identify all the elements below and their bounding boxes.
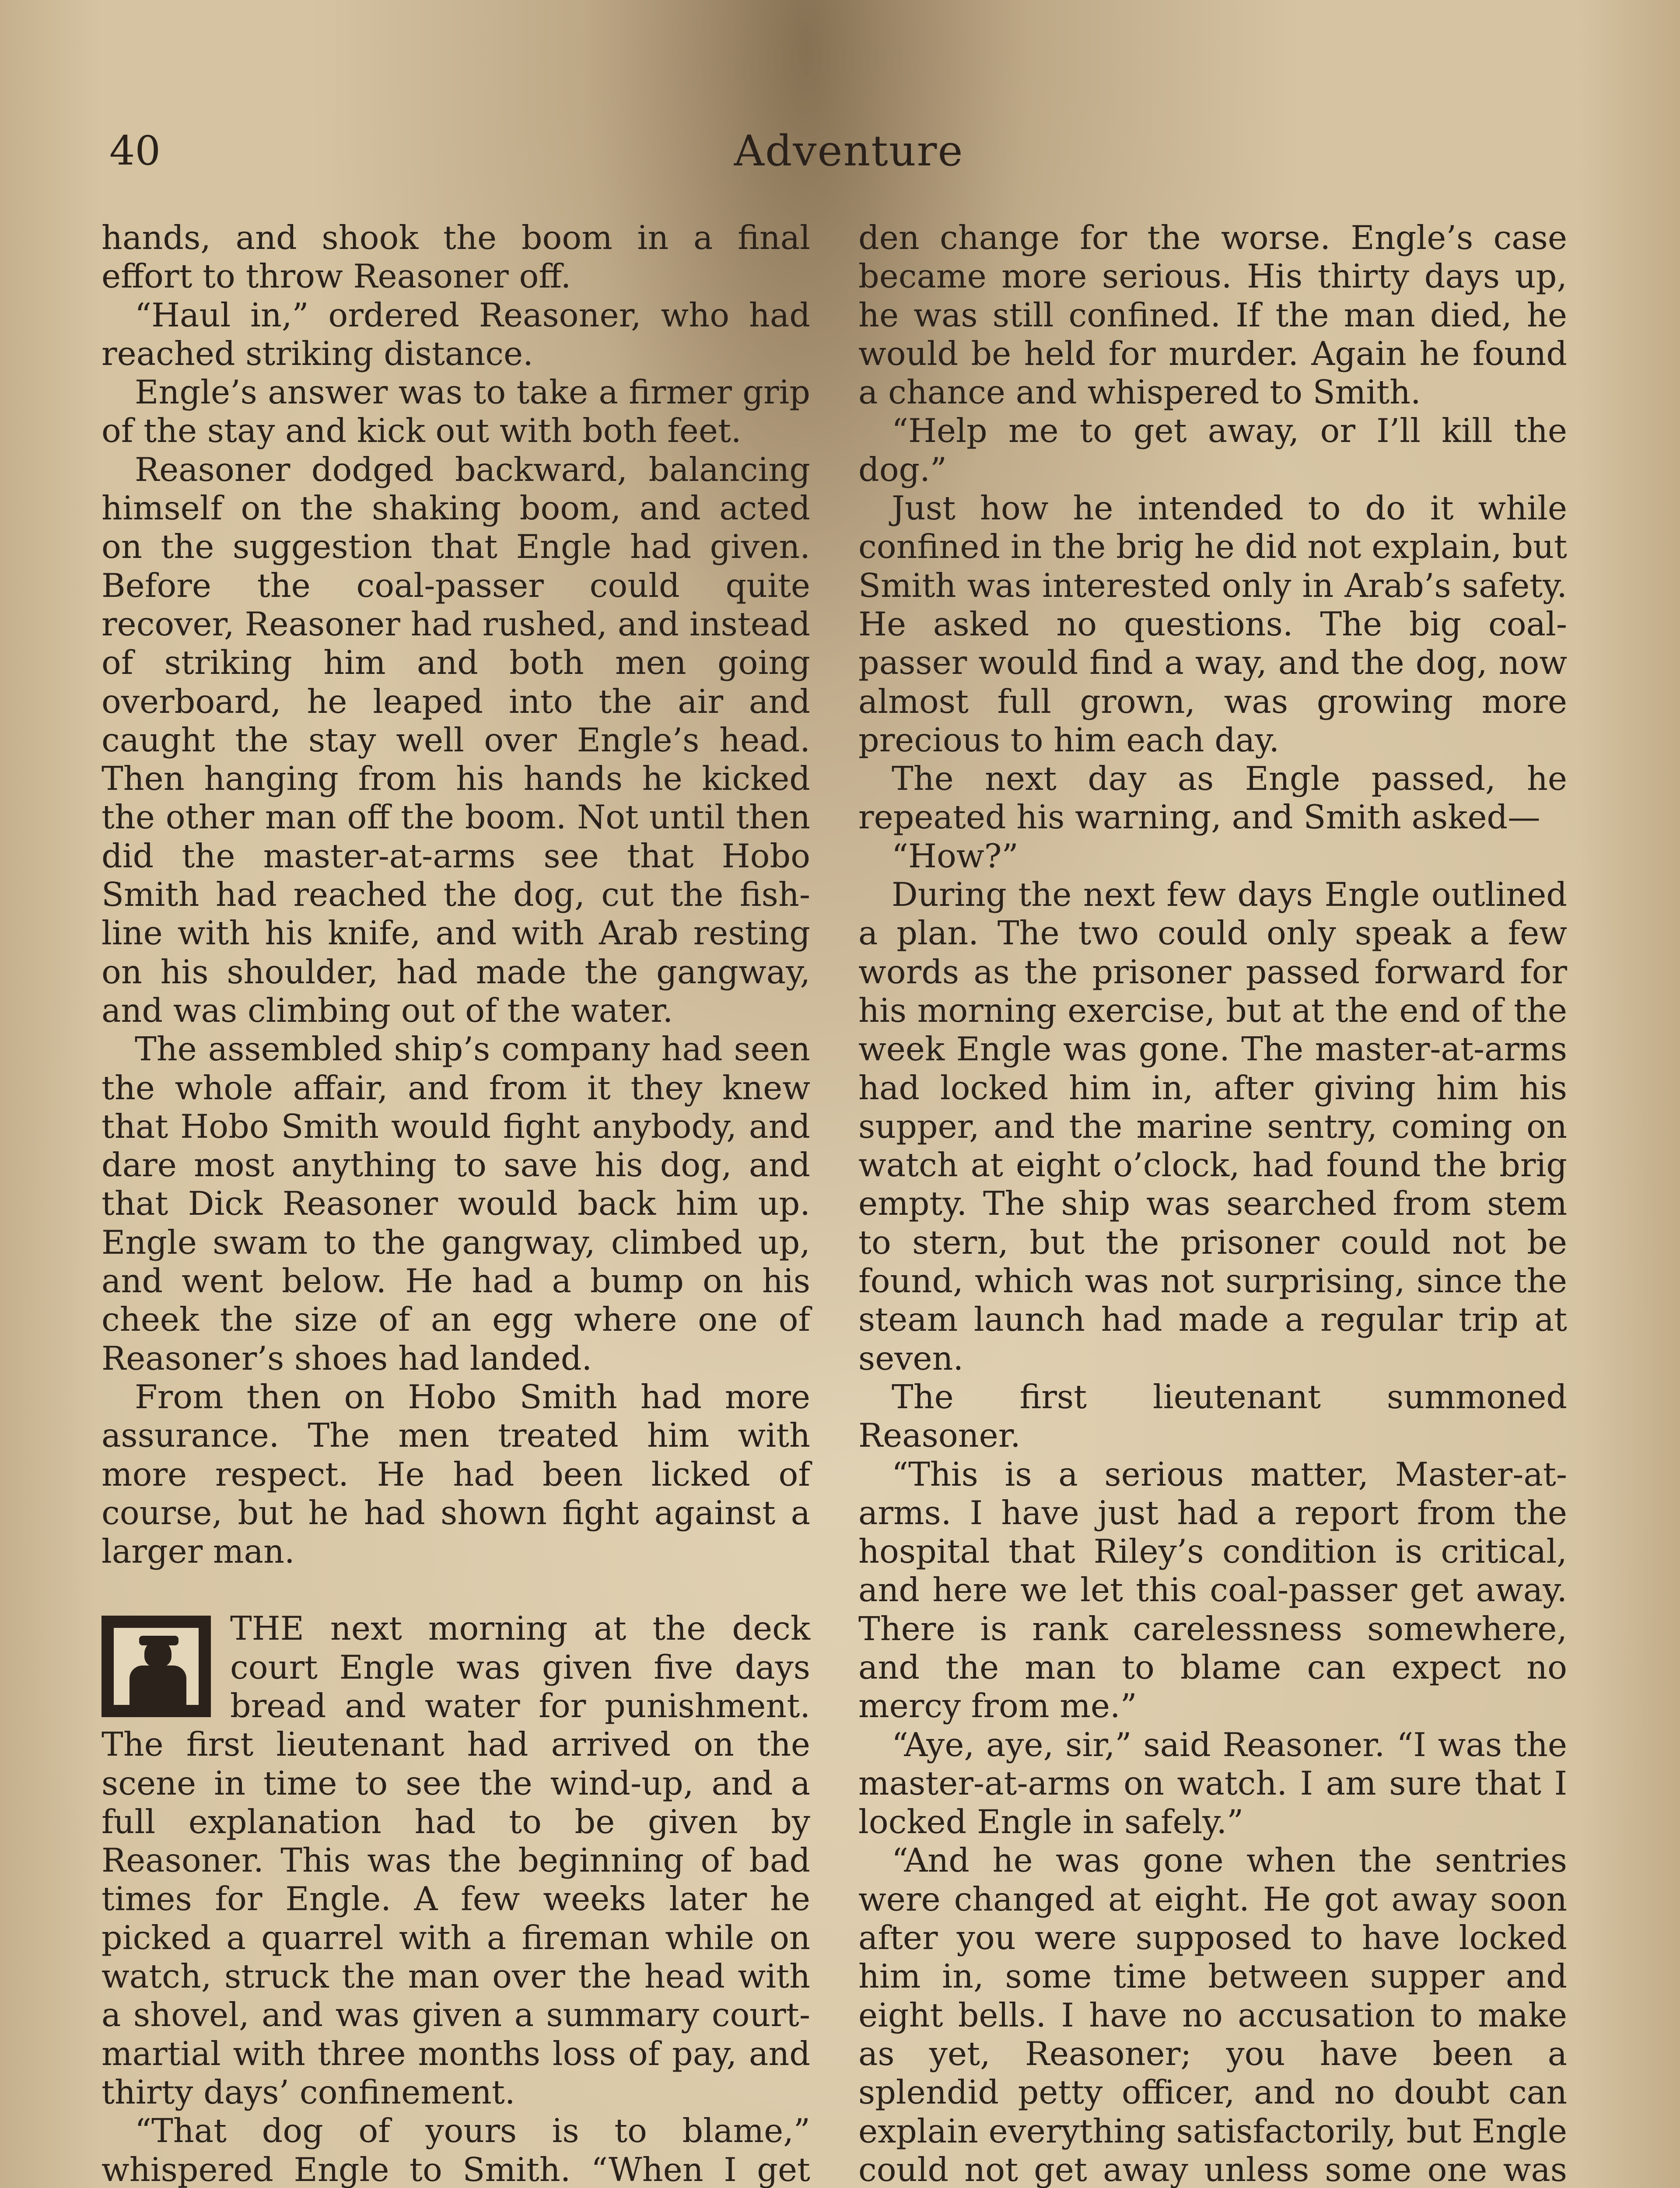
paragraph: “This is a serious matter, Master-at-arms. I have just had a report from the hospital that Riley’s condition is critical, and here we let this coal-passer get away. There is rank carelessness somewhere, and the man to blame can expect no mercy from me.” [858,1455,1567,1725]
paragraph: hands, and shook the boom in a final effort to throw Reasoner off. [102,219,810,296]
paragraph: “That dog of yours is to blame,” whispered Engle to Smith. “When I get [102,2112,810,2188]
paragraph-dropcap: THE next morning at the deck court Engle was given five days bread and water for punishment. The first lieutenant had arrived on the scene in time to see the wind-up, and a full explanation had to be given by Reasoner. This was the beginning of bad times for Engle. A few weeks later he picked a quarrel with a fireman while on watch, struck the man over the head with a shovel, and was given a summary court-martial with three months loss of pay, and thirty days’ confinement. [102,1609,810,2111]
running-title: Adventure [734,126,964,175]
sailor-head-icon [144,1640,172,1667]
paragraph: The assembled ship’s company had seen the whole affair, and from it they knew that Hobo Smith would fight anybody, and dare most anything to save his dog, and that Dick Reasoner would back him up. Engle swam to the gangway, climbed up, and went below. He had a bump on his cheek the size of an egg where one of Reasoner’s shoes had landed. [102,1030,810,1378]
paragraph: den change for the worse. Engle’s case became more serious. His thirty days up, he was still confined. If the man died, he would be held for murder. Again he found a chance and whispered to Smith. [858,219,1567,412]
paragraph: “Aye, aye, sir,” said Reasoner. “I was the master-at-arms on watch. I am sure that I locked Engle in safely.” [858,1725,1567,1841]
paragraph: “Haul in,” ordered Reasoner, who had reached striking distance. [102,296,810,373]
page-header [109,125,1588,177]
paragraph: “And he was gone when the sentries were changed at eight. He got away soon after you were supposed to have locked him in, some time between supper and eight bells. I have no accusation to make as yet, Reasoner; you have been a splendid petty officer, and no doubt can explain everything satisfactorily, but Engle could not get away unless some one was [858,1841,1567,2188]
paragraph: From then on Hobo Smith had more assurance. The men treated him with more respect. He had been licked of course, but he had shown fight against a larger man. [102,1378,810,1571]
dropcap-illustration [102,1616,211,1717]
paragraph: Reasoner dodged backward, balancing himself on the shaking boom, and acted on the suggestion that Engle had given. Before the coal-passer could quite recover, Reasoner had rushed, and instead of striking him and both men going overboard, he leaped into the air and caught the stay well over Engle’s head. Then hanging from his hands he kicked the other man off the boom. Not until then did the master-at-arms see that Hobo Smith had reached the dog, cut the fish-line with his knife, and with Arab resting on his shoulder, had made the gangway, and was climbing out of the water. [102,450,810,1030]
paragraph: “How?” [892,837,1018,875]
sailor-body-icon [130,1666,186,1709]
right-column [858,219,1567,2188]
paragraph: “Help me to get away, or I’ll kill the dog.” [858,412,1567,489]
paragraph: The next day as Engle passed, he repeated his warning, and Smith asked— [858,760,1567,837]
paragraph: Just how he intended to do it while confined in the brig he did not explain, but Smith was interested only in Arab’s safety. He asked no questions. The big coal-passer would find a way, and the dog, now almost full grown, was growing more precious to him each day. [858,489,1567,759]
page-number: 40 [109,127,161,174]
paragraph: During the next few days Engle outlined a plan. The two could only speak a few words as the prisoner passed forward for his morning exercise, but at the end of the week Engle was gone. The master-at-arms had locked him in, after giving him his supper, and the marine sentry, coming on watch at eight o’clock, had found the brig empty. The ship was searched from stem to stern, but the prisoner could not be found, which was not surprising, since the steam launch had made a regular trip at seven. [858,876,1567,1378]
left-column [102,219,810,2188]
paragraph: The first lieutenant summoned Reasoner. [858,1378,1567,1455]
paragraph: Engle’s answer was to take a firmer grip of the stay and kick out with both feet. [102,373,810,450]
